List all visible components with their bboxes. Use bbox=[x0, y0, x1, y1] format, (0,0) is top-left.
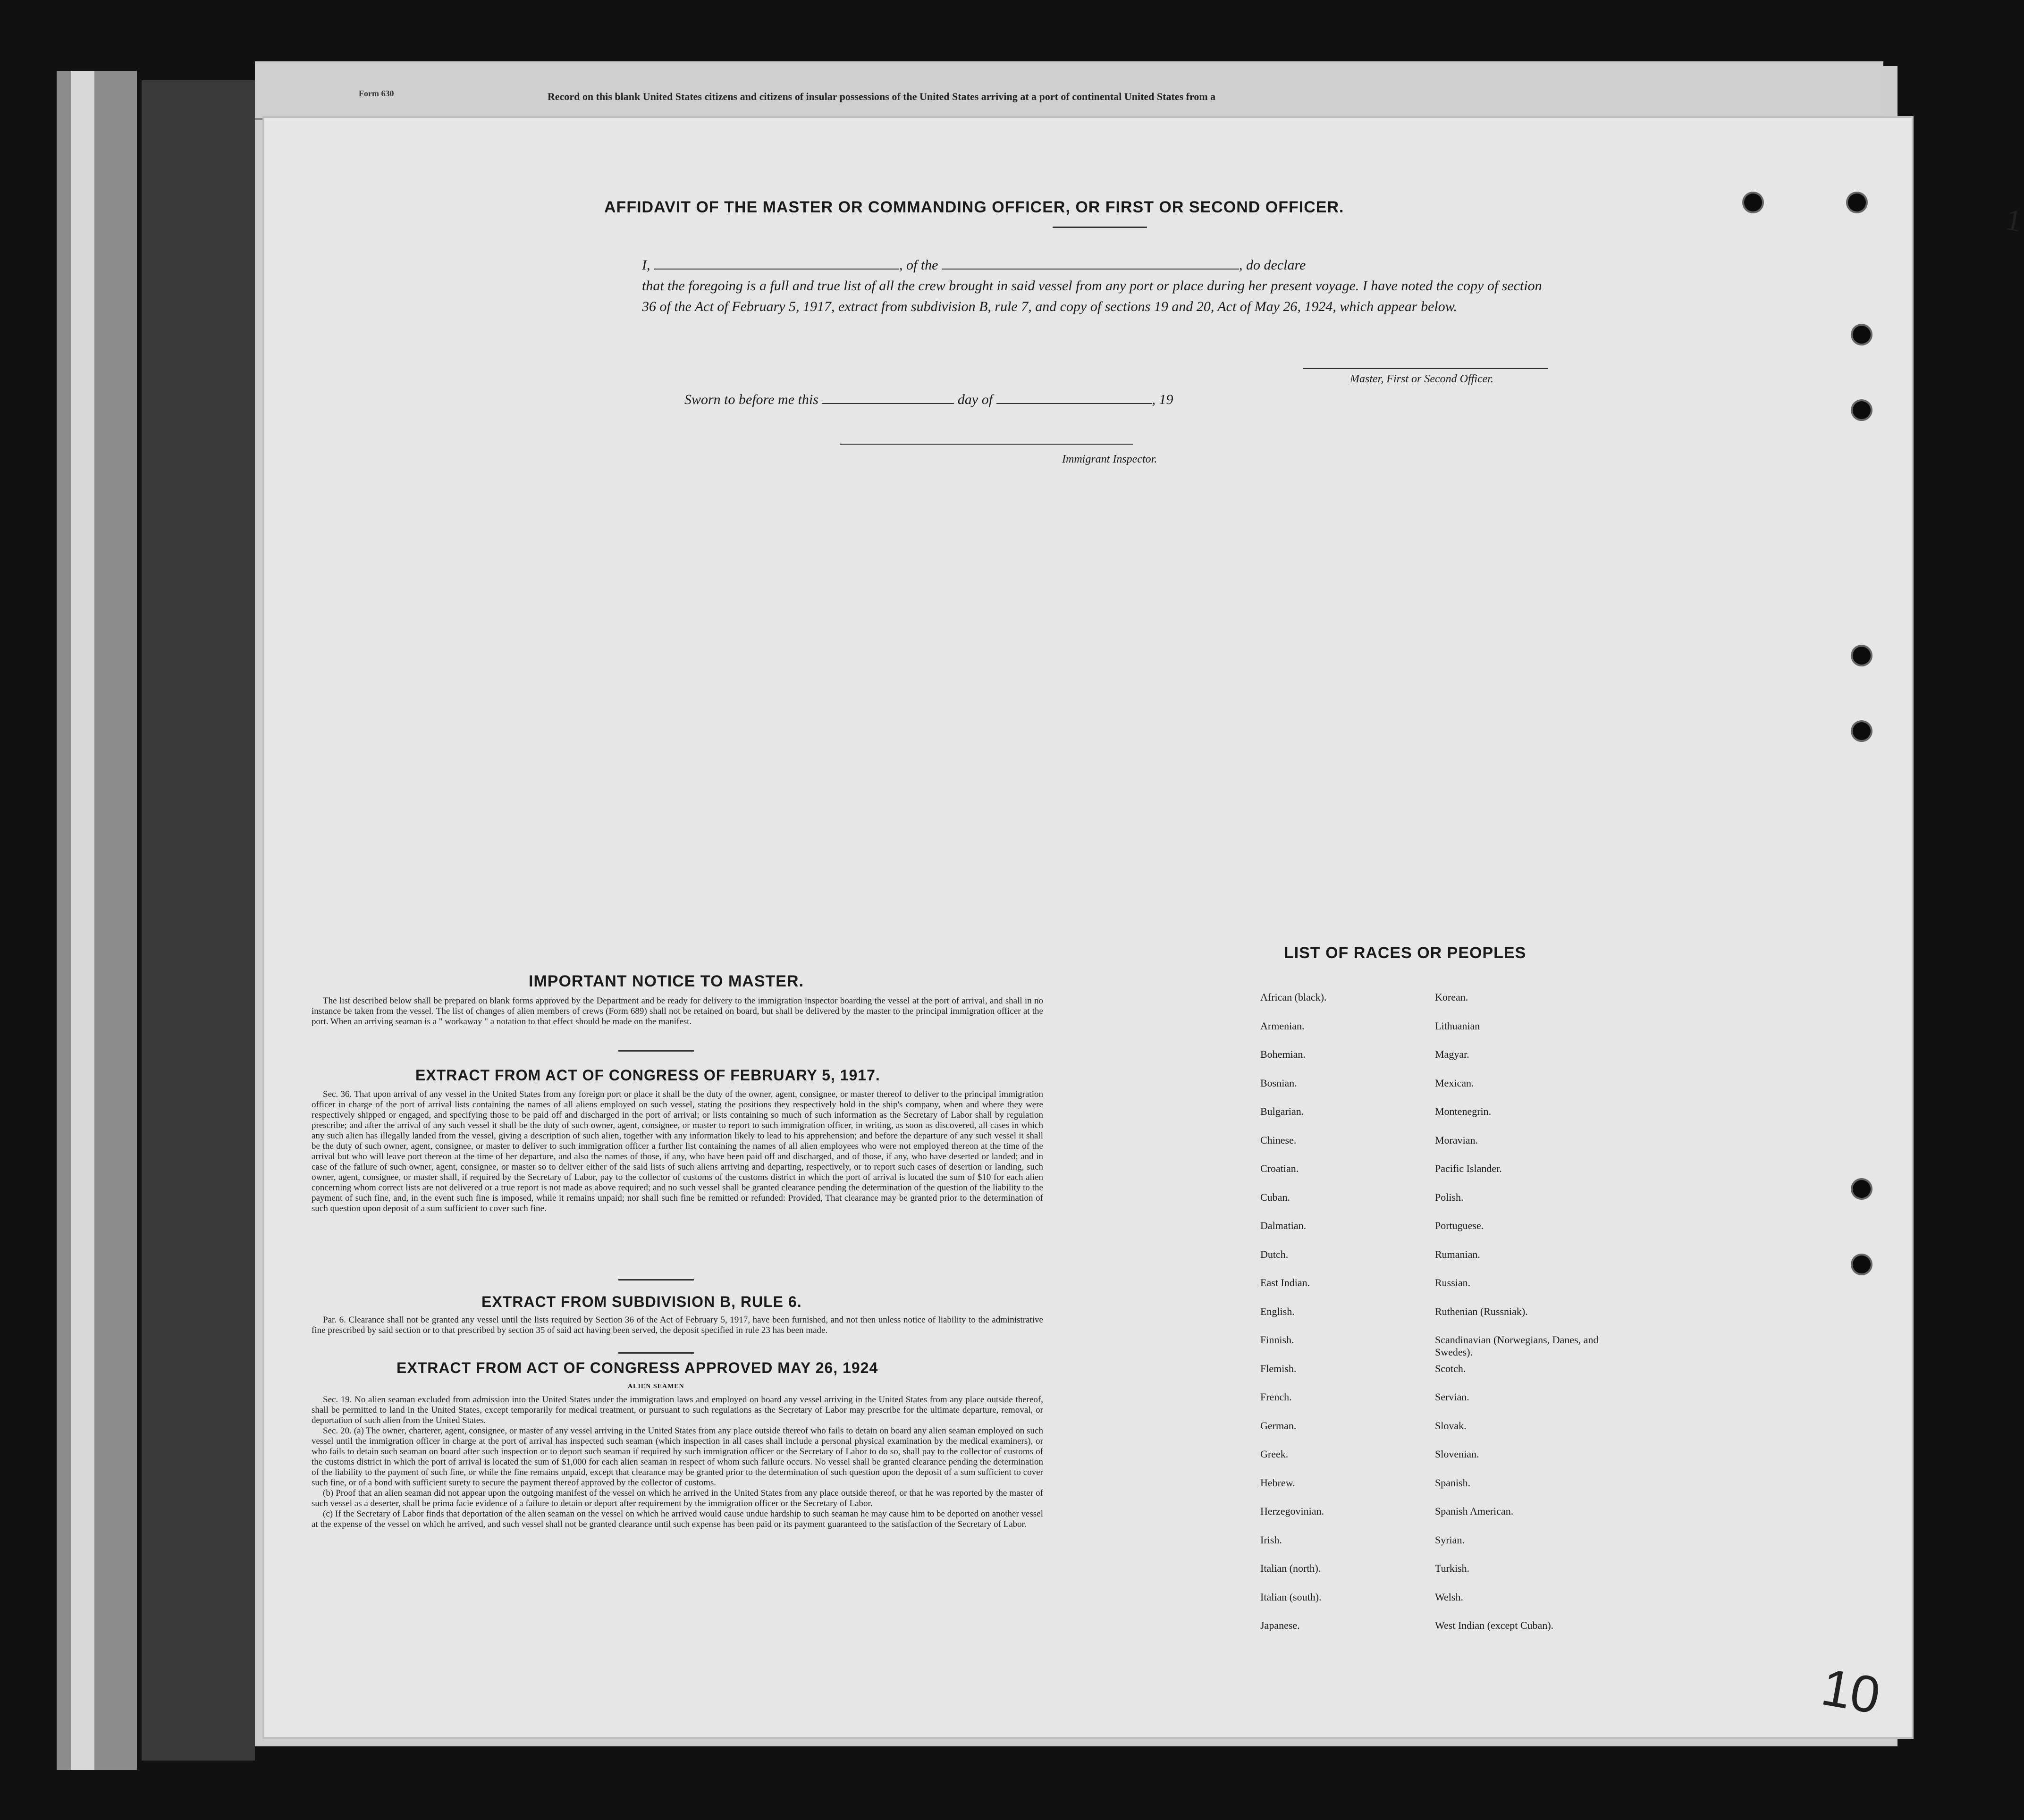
punch-hole bbox=[1853, 647, 1871, 665]
vessel-blank[interactable] bbox=[942, 257, 1239, 270]
record-instructions: Record on this blank United States citizens and citizens of insular possessions of the United States arriving at a port of continental United States from a bbox=[548, 91, 1216, 102]
race-item: Syrian. bbox=[1435, 1534, 1465, 1546]
of-the-label: , of the bbox=[899, 257, 938, 273]
punch-hole bbox=[1853, 1180, 1871, 1198]
punch-hole bbox=[1848, 194, 1866, 211]
sworn-label: Sworn to before me this bbox=[684, 392, 818, 407]
extract-1924-body bbox=[312, 1395, 1043, 1530]
race-item: Moravian. bbox=[1435, 1134, 1478, 1146]
race-item: Rumanian. bbox=[1435, 1248, 1480, 1260]
bleed-through-heading bbox=[1444, 189, 1450, 210]
race-item: Montenegrin. bbox=[1435, 1105, 1492, 1117]
race-item: Scotch. bbox=[1435, 1362, 1466, 1374]
race-item: Pacific Islander. bbox=[1435, 1163, 1502, 1174]
race-item: Ruthenian (Russniak). bbox=[1435, 1305, 1528, 1317]
form-label: Form 630 bbox=[359, 89, 394, 98]
inspector-signature-line[interactable] bbox=[840, 444, 1133, 445]
race-item: Polish. bbox=[1435, 1191, 1464, 1203]
race-item: French. bbox=[1260, 1391, 1292, 1403]
race-item: Russian. bbox=[1435, 1277, 1471, 1289]
race-item: Armenian. bbox=[1260, 1020, 1305, 1032]
races-left-column bbox=[1260, 991, 1326, 1648]
race-item: Servian. bbox=[1435, 1391, 1469, 1403]
race-item: Finnish. bbox=[1260, 1334, 1294, 1346]
race-item: Bulgarian. bbox=[1260, 1105, 1304, 1117]
race-item: Dutch. bbox=[1260, 1248, 1289, 1260]
divider bbox=[618, 1050, 694, 1052]
notice-body bbox=[312, 996, 1043, 1027]
extract-rule6-paragraph: Par. 6. Clearance shall not be granted any vessel until the lists required by Section 36 of the Act of February 5, 1917, have been furnished, and not then unless notice of liability to the administrative fine prescribed by said section or to that prescribed by section 35 of said act having been served, the deposit specified in rule 23 has been made. bbox=[312, 1315, 1043, 1335]
binder-edge bbox=[71, 71, 94, 1770]
notice-title: IMPORTANT NOTICE TO MASTER. bbox=[529, 972, 804, 990]
races-title: LIST OF RACES OR PEOPLES bbox=[1284, 944, 1526, 962]
race-item: Bohemian. bbox=[1260, 1048, 1306, 1060]
day-of-label: day of bbox=[957, 392, 993, 407]
officer-signature-caption: Master, First or Second Officer. bbox=[1350, 373, 1493, 385]
sec19-paragraph: Sec. 19. No alien seaman excluded from admission into the United States under the immigration laws and employed on board any vessel arriving in the United States from any place outside thereof, shall be permitted to land in the United States, except temporarily for medical treatment, or pursuant to such regulations as the Secretary of Labor may prescribe for the ultimate departure, removal, or deportation of such alien from the United States. bbox=[312, 1395, 1043, 1425]
sec20b-paragraph: (b) Proof that an alien seaman did not appear upon the outgoing manifest of the vessel on which he arrived in the United States from any place outside thereof, or that he was reported by the master of such vessel as a deserter, shall be prima facie evidence of a failure to detain or deport after requirement by the immigration officer or the Secretary of Labor. bbox=[312, 1488, 1043, 1508]
sec20c-paragraph: (c) If the Secretary of Labor finds that deportation of the alien seaman on the vessel on which he arrived would cause undue hardship to such seaman he may cause him to be deported on another vessel at the expense of the vessel on which he arrived, and such vessel shall not be granted clearance until such expense has been paid or its payment guaranteed to the satisfaction of the Secretary of Labor. bbox=[312, 1509, 1043, 1529]
race-item: Spanish. bbox=[1435, 1476, 1471, 1489]
divider bbox=[618, 1352, 694, 1354]
race-item: Bosnian. bbox=[1260, 1077, 1297, 1089]
race-item: African (black). bbox=[1260, 991, 1327, 1003]
sworn-line bbox=[684, 392, 1173, 408]
race-item: Spanish American. bbox=[1435, 1505, 1514, 1517]
race-item: Flemish. bbox=[1260, 1362, 1297, 1374]
officer-signature-line[interactable] bbox=[1303, 368, 1548, 369]
race-item: Croatian. bbox=[1260, 1163, 1299, 1174]
race-item: Scandinavian (Norwegians, Danes, and Swedes). bbox=[1435, 1334, 1599, 1358]
race-item: German. bbox=[1260, 1419, 1297, 1432]
sec20a-paragraph: Sec. 20. (a) The owner, charterer, agent, consignee, or master of any vessel arriving in the United States from any place outside thereof who fails to detain on board any alien seaman employed on such vessel until the immigration officer in charge at the port of arrival has inspected such seaman (which inspection in all cases shall include a personal physical examination by the medical examiners), or who fails to detain such seaman on board after such inspection or to deport such seaman if required by such immigration officer or the Secretary of Labor to do so, shall pay to the collector of customs of the customs district in which the port of arrival is located the sum of $1,000 for each alien seaman in respect of whom such failure occurs. No vessel shall be granted clearance pending the determination of the liability to the payment of such fine, or while the fine remains unpaid, except that clearance may be granted prior to the determination of such question upon the deposit of a sum sufficient to cover such fine, or of a bond with sufficient surety to secure the payment thereof approved by the collector of customs. bbox=[312, 1426, 1043, 1488]
extract-rule6-title: EXTRACT FROM SUBDIVISION B, RULE 6. bbox=[481, 1293, 802, 1310]
race-item: English. bbox=[1260, 1305, 1295, 1317]
divider bbox=[1053, 227, 1147, 228]
race-item: Cuban. bbox=[1260, 1191, 1290, 1203]
do-declare-label: , do declare bbox=[1239, 257, 1306, 273]
inspector-caption: Immigrant Inspector. bbox=[1062, 453, 1157, 465]
binder-left-strip bbox=[57, 71, 137, 1770]
race-item: Lithuanian bbox=[1435, 1020, 1480, 1032]
form-sheet bbox=[264, 118, 2024, 1737]
notice-paragraph: The list described below shall be prepared on blank forms approved by the Department and be ready for delivery to the immigration inspector boarding the vessel at the port of arrival, and shall in no instance be taken from the vessel. The list of changes of alien members of crews (Form 689) shall not be retained on board, but shall be delivered by the master to the principal immigration officer at the port. When an arriving seaman is a " workaway " a notation to that effect should be made on the manifest. bbox=[312, 996, 1043, 1027]
race-item: Welsh. bbox=[1435, 1591, 1463, 1603]
race-item: Portuguese. bbox=[1435, 1220, 1484, 1231]
affidavit-title: AFFIDAVIT OF THE MASTER OR COMMANDING OFFICER, OR FIRST OR SECOND OFFICER. bbox=[604, 198, 1344, 216]
punch-hole bbox=[1853, 722, 1871, 740]
extract-1917-paragraph: Sec. 36. That upon arrival of any vessel in the United States from any foreign port or place it shall be the duty of the owner, agent, consignee, or master thereof to deliver to the principal immigration officer in charge of the port of arrival lists containing the names of all aliens employed on such vessel, stating the positions they respectively hold in the ship's company, when and where they were respectively shipped or engaged, and specifying those to be paid off and discharged in the port of arrival; or lists containing so much of such information as the Secretary of Labor shall by regulation prescribe; and after the arrival of any such vessel it shall be the duty of such owner, agent, consignee, or master to report to such immigration officer, in writing, as soon as discovered, all cases in which any such alien has illegally landed from the vessel, giving a description of such alien, together with any information likely to lead to his apprehension; and before the departure of any such vessel it shall be the duty of such owner, agent, consignee, or master to deliver to such immigration officer a further list containing the names of all alien employees who were not employed thereon at the time of the arrival but who will leave port thereon at the time of her departure, and also the names of those, if any, who have been paid off and discharged, and of those, if any, who have deserted or landed; and in case of the failure of such owner, agent, consignee, or master so to deliver either of the said lists of such aliens arriving and departing, respectively, or to report such cases of desertion or landing, such owner, agent, consignee, or master shall, if required by the Secretary of Labor, pay to the collector of customs of the customs district in which the port of arrival is located the sum of $10 for each alien concerning whom correct lists are not delivered or a true report is not made as above required; and no such vessel shall be granted clearance pending the determination of the question of the liability to the payment of such fine, and, in the event such fine is imposed, while it remains unpaid; nor shall such fine be remitted or refunded: Provided, That clearance may be granted prior to the determination of such question upon deposit of a sum sufficient to cover such fine. bbox=[312, 1089, 1043, 1213]
extract-1917-title: EXTRACT FROM ACT OF CONGRESS OF FEBRUARY 5, 1917. bbox=[415, 1067, 880, 1084]
declaration-text bbox=[642, 255, 1558, 317]
punch-hole bbox=[1853, 1255, 1871, 1273]
header-strip bbox=[255, 61, 1883, 120]
race-item: Italian (south). bbox=[1260, 1591, 1322, 1603]
race-item: West Indian (except Cuban). bbox=[1435, 1619, 1554, 1631]
race-item: Mexican. bbox=[1435, 1077, 1474, 1089]
month-blank[interactable] bbox=[996, 392, 1152, 404]
punch-hole bbox=[1853, 326, 1871, 344]
declaration-body: that the foregoing is a full and true list of all the crew brought in said vessel from any port or place during her present voyage. I have noted the copy of section 36 of the Act of February 5, 1917, extract from subdivision B, rule 7, and copy of sections 19 and 20, Act of May 26, 1924, which appear below. bbox=[642, 278, 1542, 314]
binder-dark-band bbox=[142, 80, 255, 1761]
race-item: Chinese. bbox=[1260, 1134, 1297, 1146]
corner-pencil-mark: 1 bbox=[2003, 202, 2024, 238]
races-right-column bbox=[1435, 991, 1614, 1648]
race-item: Korean. bbox=[1435, 991, 1468, 1003]
race-item: East Indian. bbox=[1260, 1277, 1310, 1289]
race-item: Dalmatian. bbox=[1260, 1220, 1307, 1231]
race-item: Turkish. bbox=[1435, 1562, 1470, 1574]
year-label: , 19 bbox=[1152, 392, 1173, 407]
race-item: Greek. bbox=[1260, 1448, 1289, 1460]
i-label: I, bbox=[642, 257, 650, 273]
day-blank[interactable] bbox=[822, 392, 954, 404]
punch-hole bbox=[1853, 401, 1871, 419]
divider bbox=[618, 1279, 694, 1281]
folio-number: 10 bbox=[1817, 1658, 1885, 1725]
extract-1924-title: EXTRACT FROM ACT OF CONGRESS APPROVED MAY 26, 1924 bbox=[396, 1359, 878, 1376]
extract-1917-body bbox=[312, 1089, 1043, 1214]
extract-rule6-body bbox=[312, 1315, 1043, 1336]
name-blank[interactable] bbox=[654, 257, 899, 270]
alien-seamen-subhead: ALIEN SEAMEN bbox=[628, 1383, 684, 1390]
race-item: Slovenian. bbox=[1435, 1448, 1479, 1460]
punch-hole bbox=[1744, 194, 1762, 211]
race-item: Irish. bbox=[1260, 1534, 1282, 1546]
race-item: Japanese. bbox=[1260, 1619, 1300, 1631]
race-item: Hebrew. bbox=[1260, 1476, 1295, 1489]
race-item: Herzegovinian. bbox=[1260, 1505, 1324, 1517]
race-item: Slovak. bbox=[1435, 1419, 1467, 1432]
race-item: Magyar. bbox=[1435, 1048, 1469, 1060]
race-item: Italian (north). bbox=[1260, 1562, 1321, 1574]
